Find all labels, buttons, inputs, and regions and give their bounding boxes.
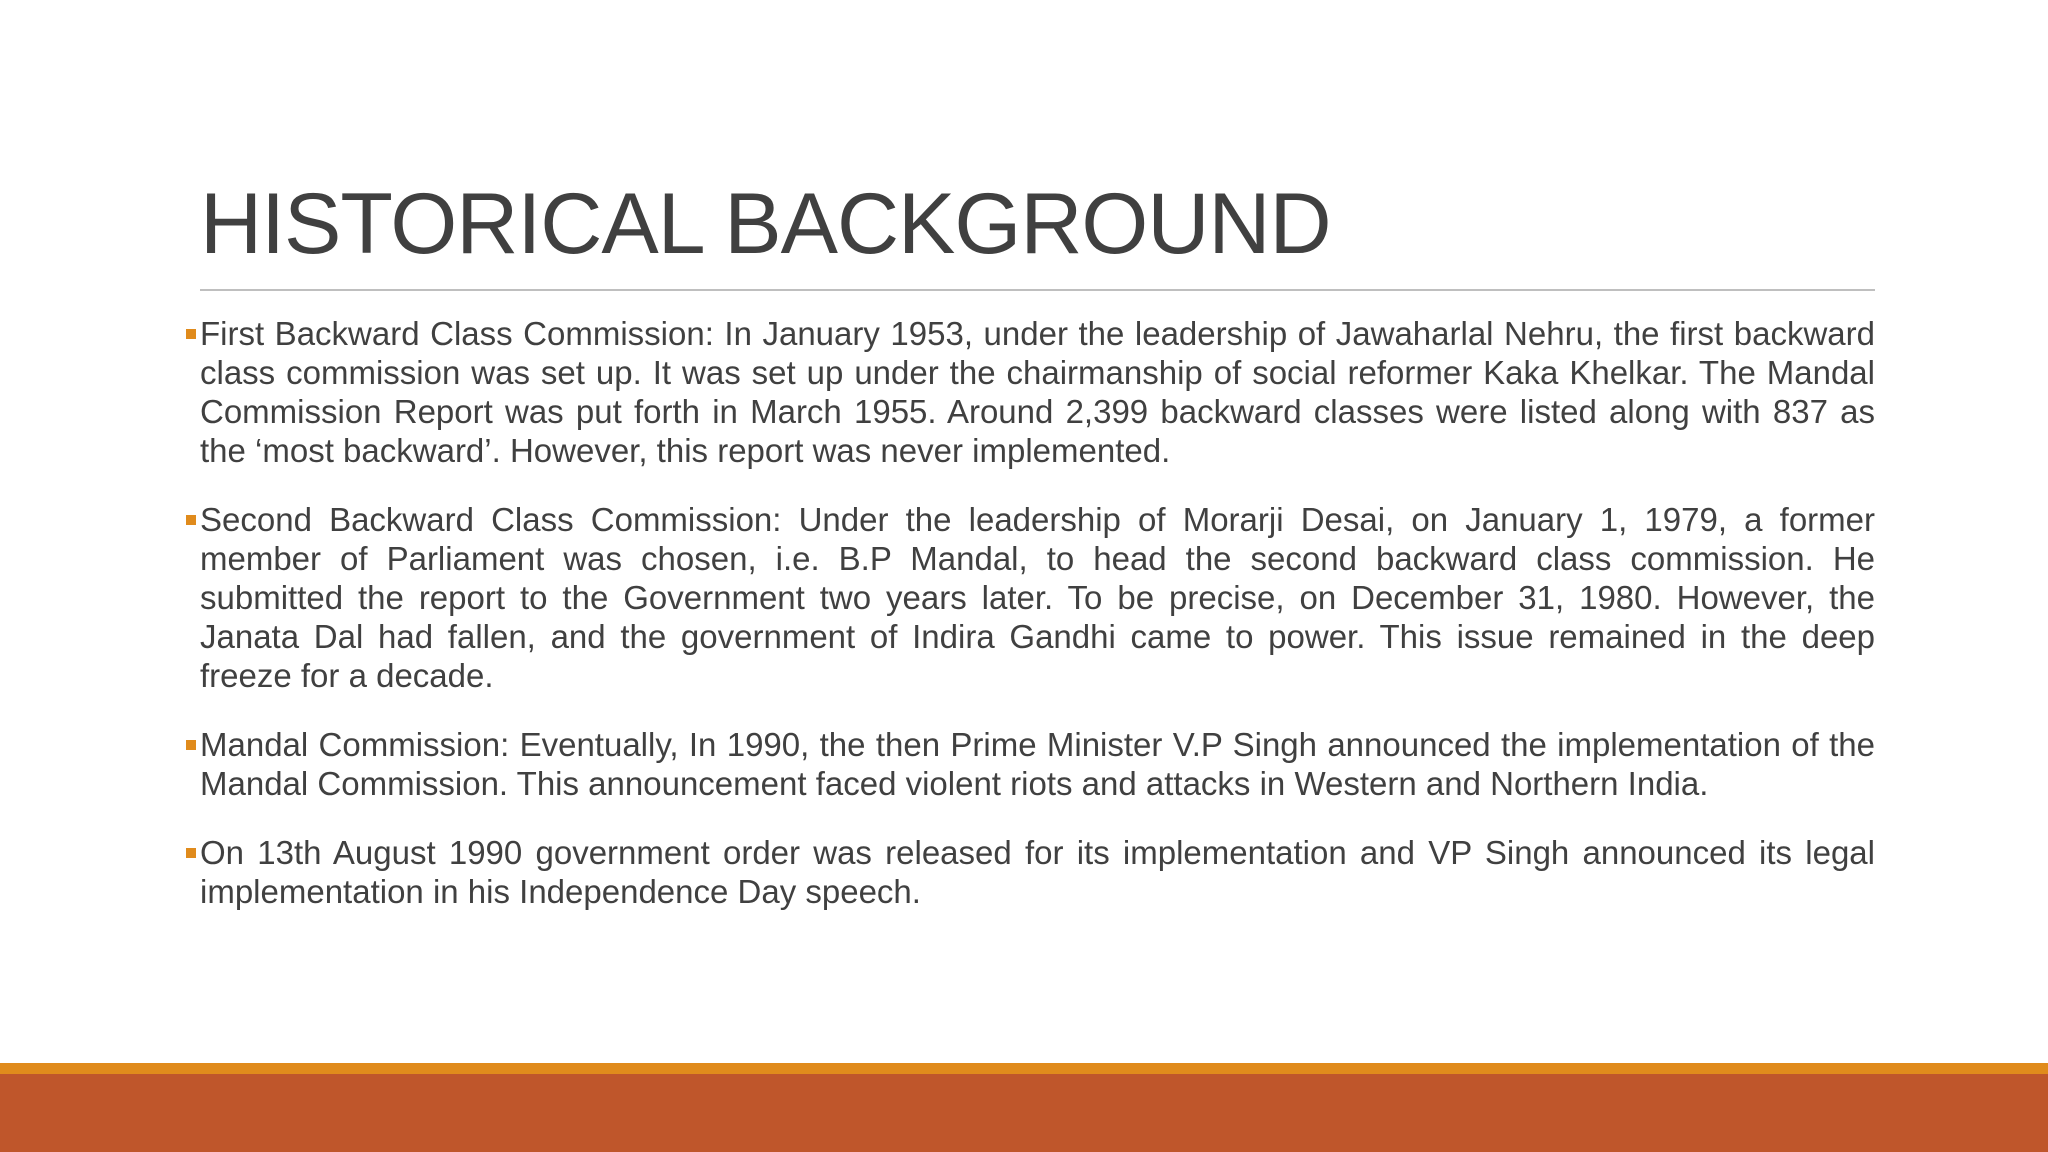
bullet-text: On 13th August 1990 government order was released for its implementation and VP Singh announced its legal implementation in his Independence Day speech. (200, 834, 1875, 910)
footer-accent-stripe (0, 1063, 2048, 1074)
bullet-text: Mandal Commission: Eventually, In 1990, the then Prime Minister V.P Singh announced the implementation of the Mandal Commission. This announcement faced violent riots and attacks in Western and Northern India. (200, 726, 1875, 802)
slide-title: HISTORICAL BACKGROUND (200, 176, 1331, 272)
bullet-item-mandal-commission (200, 725, 1875, 803)
bullet-text: First Backward Class Commission: In January 1953, under the leadership of Jawaharlal Nehru, the first backward class commission was set up. It was set up under the chairmanship of social reformer Kaka Khelkar. The Mandal Commission Report was put forth in March 1955. Around 2,399 backward classes were listed along with 837 as the ‘most backward’. However, this report was never implemented. (200, 315, 1875, 469)
bullet-text: Second Backward Class Commission: Under the leadership of Morarji Desai, on January 1, 1979, a former member of Parliament was chosen, i.e. B.P Mandal, to head the second backward class commission. He submitted the report to the Government two years later. To be precise, on December 31, 1980. However, the Janata Dal had fallen, and the government of Indira Gandhi came to power. This issue remained in the deep freeze for a decade. (200, 501, 1875, 694)
square-bullet-icon (186, 740, 196, 750)
bullet-item-second-commission (200, 500, 1875, 695)
square-bullet-icon (186, 515, 196, 525)
bullet-item-first-commission (200, 314, 1875, 470)
bullet-item-government-order (200, 833, 1875, 911)
square-bullet-icon (186, 848, 196, 858)
footer-band (0, 1074, 2048, 1152)
title-divider (200, 289, 1875, 291)
square-bullet-icon (186, 329, 196, 339)
bullet-list (200, 314, 1875, 941)
